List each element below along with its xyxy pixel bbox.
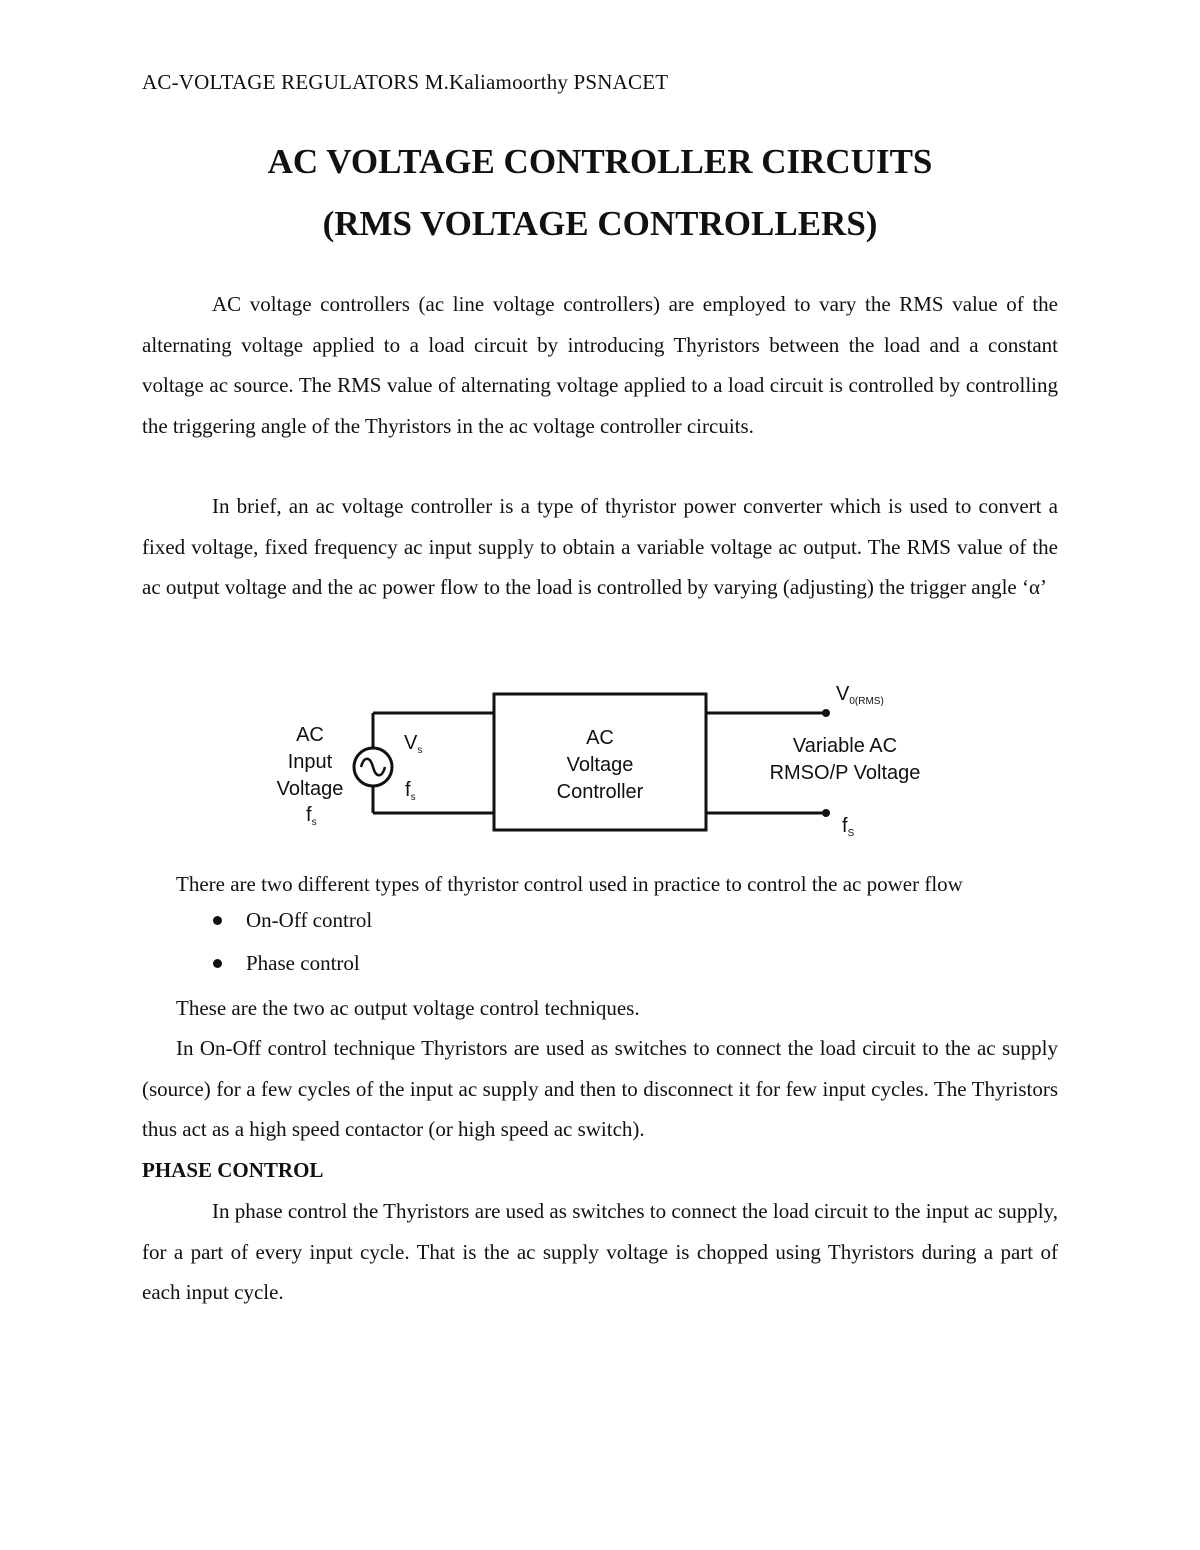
box-label-voltage: Voltage (566, 754, 634, 776)
bullet-icon (213, 916, 222, 925)
label-fs: $f_s$ (405, 779, 416, 803)
bullet-phase: Phase control (213, 951, 360, 976)
running-header: AC-VOLTAGE REGULATORS M.Kaliamoorthy PSNACET (142, 70, 669, 94)
box-label-controller: Controller (556, 781, 644, 803)
bullet-on-off: On-Off control (213, 908, 372, 933)
box-label-ac: AC (586, 727, 614, 749)
output-label-v: $V_{0(RMS)}$ (836, 683, 884, 707)
output-label-rms: RMSO/P Voltage (769, 762, 921, 784)
phase-control-paragraph: In phase control the Thyristors are used as switches to connect the load circuit to the input ac supply, for a part of every input cycle. That is the ac supply voltage is chopped using Thyristors during a part of each input cycle. (142, 1199, 1058, 1304)
page-subtitle: (RMS VOLTAGE CONTROLLERS) (322, 204, 878, 243)
brief-paragraph: In brief, an ac voltage controller is a type of thyristor power converter which is used to convert a fixed voltage, fixed frequency ac input supply to obtain a variable voltage ac output. The RMS value of the ac output voltage and the ac power flow to the load is controlled by varying (adjusting) the trigger angle ‘α’ (142, 494, 1058, 599)
output-label-variable: Variable AC (792, 735, 898, 757)
label-vs: $V_s$ (404, 732, 423, 756)
types-intro: There are two different types of thyristor control used in practice to control the ac power flow (176, 872, 963, 896)
intro-paragraph: AC voltage controllers (ac line voltage controllers) are employed to vary the RMS value of the alternating voltage applied to a load circuit by introducing Thyristors between the load and a constant voltage ac source. The RMS value of alternating voltage applied to a load circuit is controlled by controlling the triggering angle of the Thyristors in the ac voltage controller circuits. (142, 292, 1058, 438)
phase-control-heading: PHASE CONTROL (142, 1158, 324, 1182)
output-top-terminal (822, 709, 830, 717)
input-label-voltage: Voltage (276, 778, 344, 800)
on-off-paragraph: In On-Off control technique Thyristors are used as switches to connect the load circuit to the ac supply (source) for a few cycles of the input ac supply and then to disconnect it for few input cycles. The Thyristors thus act as a high speed contactor (or high speed ac switch). (142, 1036, 1058, 1141)
page-title: AC VOLTAGE CONTROLLER CIRCUITS (267, 142, 933, 181)
input-label-fs: $f_s$ (306, 804, 317, 828)
output-bottom-terminal (822, 809, 830, 817)
output-label-fs: $f_S$ (842, 815, 855, 839)
techniques-line: These are the two ac output voltage control techniques. (176, 996, 640, 1020)
input-label-ac: AC (296, 724, 324, 746)
bullet-icon (213, 959, 222, 968)
block-diagram (0, 672, 1200, 852)
input-label-input: Input (287, 751, 333, 773)
